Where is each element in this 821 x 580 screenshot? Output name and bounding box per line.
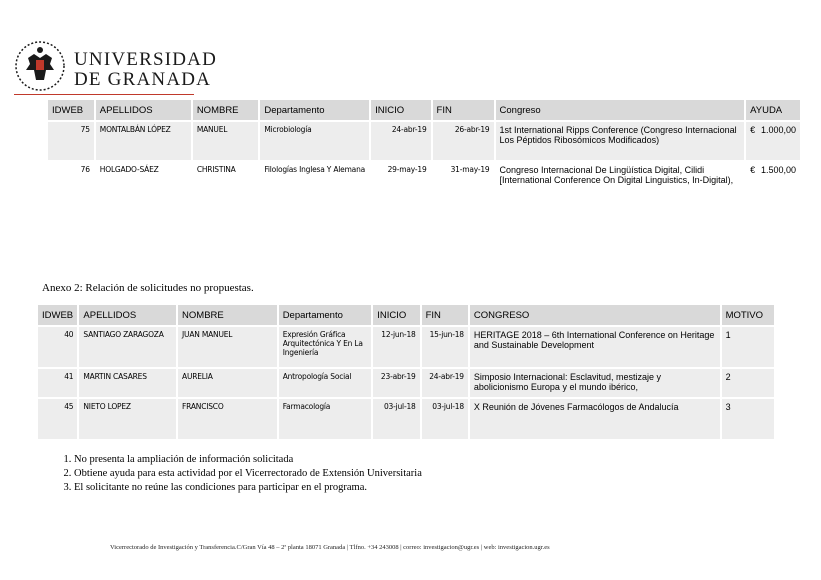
cell-congreso: HERITAGE 2018 – 6th International Conference on Heritage and Sustainable Development bbox=[470, 327, 720, 367]
header-nombre: NOMBRE bbox=[193, 100, 259, 120]
cell-idweb: 40 bbox=[38, 327, 77, 367]
header-congreso: Congreso bbox=[496, 100, 745, 120]
cell-departamento: Antropología Social bbox=[279, 369, 372, 397]
header-inicio: INICIO bbox=[373, 305, 419, 325]
table-row bbox=[38, 327, 774, 367]
cell-departamento: Microbiología bbox=[260, 122, 369, 160]
header-departamento: Departamento bbox=[260, 100, 369, 120]
cell-nombre: FRANCISCO bbox=[178, 399, 277, 439]
cell-idweb: 41 bbox=[38, 369, 77, 397]
cell-motivo: 2 bbox=[722, 369, 774, 397]
cell-inicio: 23-abr-19 bbox=[373, 369, 419, 397]
header-apellidos: APELLIDOS bbox=[96, 100, 191, 120]
cell-idweb: 45 bbox=[38, 399, 77, 439]
cell-inicio: 03-jul-18 bbox=[373, 399, 419, 439]
cell-departamento: Filologías Inglesa Y Alemana bbox=[264, 165, 366, 174]
currency-symbol: € bbox=[750, 165, 756, 175]
university-name-line1: UNIVERSIDAD bbox=[74, 49, 218, 70]
header-motivo: MOTIVO bbox=[722, 305, 774, 325]
header-fin: FIN bbox=[422, 305, 468, 325]
cell-idweb: 75 bbox=[48, 122, 94, 160]
cell-apellidos: SANTIAGO ZARAGOZA bbox=[79, 327, 176, 367]
reason-notes-list bbox=[40, 453, 422, 495]
cell-congreso: X Reunión de Jóvenes Farmacólogos de Andalucía bbox=[470, 399, 720, 439]
cell-departamento: Expresión Gráfica Arquitectónica Y En La Ingeniería bbox=[279, 327, 372, 367]
cell-apellidos: MARTIN CASARES bbox=[79, 369, 176, 397]
cell-idweb: 76 bbox=[80, 165, 90, 174]
cell-inicio: 24-abr-19 bbox=[371, 122, 430, 160]
cell-ayuda bbox=[746, 162, 800, 202]
header-nombre: NOMBRE bbox=[178, 305, 277, 325]
list-item: 1. No presenta la ampliación de información solicitada bbox=[74, 453, 422, 467]
cell-nombre: AURELIA bbox=[178, 369, 277, 397]
cell-motivo: 1 bbox=[722, 327, 774, 367]
cell-congreso: Simposio Internacional: Esclavitud, mestizaje y abolicionismo Europa y el mundo ibérico, bbox=[470, 369, 720, 397]
table-header-row bbox=[48, 100, 800, 120]
cell-apellidos: NIETO LOPEZ bbox=[79, 399, 176, 439]
university-name-line2: DE GRANADA bbox=[74, 69, 212, 90]
cell-fin: 15-jun-18 bbox=[422, 327, 468, 367]
cell-congreso: 1st International Ripps Conference (Congreso Internacional Los Péptidos Ribosómicos Modificados) bbox=[496, 122, 745, 160]
cell-fin: 31-may-19 bbox=[450, 165, 490, 174]
table-row bbox=[48, 122, 800, 160]
header-apellidos: APELLIDOS bbox=[79, 305, 176, 325]
cell-apellidos: MONTALBÁN LÓPEZ bbox=[96, 122, 191, 160]
cell-inicio: 12-jun-18 bbox=[373, 327, 419, 367]
table-header-row bbox=[38, 305, 774, 325]
cell-congreso: Congreso Internacional De Lingüística Digital, Cilidi [International Conference On Digital Linguistics, In-Digital), bbox=[499, 165, 734, 185]
annex-title: Anexo 2: Relación de solicitudes no propuestas. bbox=[42, 282, 254, 294]
cell-fin: 26-abr-19 bbox=[433, 122, 494, 160]
page-footer: Vicerrectorado de Investigación y Transferencia.C/Gran Vía 48 – 2ª planta 18071 Granada | Tlfno. +34 243008 | correo: investigacion@ugr.es | web: investigacion.ugr.es bbox=[110, 544, 550, 551]
table-row bbox=[38, 369, 774, 397]
cell-nombre: JUAN MANUEL bbox=[178, 327, 277, 367]
list-item: 3. El solicitante no reúne las condiciones para participar en el programa. bbox=[74, 481, 422, 495]
university-crest-icon bbox=[14, 40, 66, 97]
rejected-requests-table bbox=[36, 303, 776, 441]
header-congreso: CONGRESO bbox=[470, 305, 720, 325]
table-row bbox=[48, 162, 800, 202]
cell-fin: 24-abr-19 bbox=[422, 369, 468, 397]
cell-nombre: MANUEL bbox=[193, 122, 259, 160]
table-row bbox=[38, 399, 774, 439]
header-idweb: IDWEB bbox=[38, 305, 77, 325]
header-departamento: Departamento bbox=[279, 305, 372, 325]
amount: 1.000,00 bbox=[760, 125, 796, 135]
cell-motivo: 3 bbox=[722, 399, 774, 439]
cell-ayuda bbox=[746, 122, 800, 160]
approved-requests-table bbox=[46, 98, 802, 204]
cell-fin: 03-jul-18 bbox=[422, 399, 468, 439]
cell-departamento: Farmacología bbox=[279, 399, 372, 439]
amount: 1.500,00 bbox=[760, 165, 796, 175]
header-fin: FIN bbox=[433, 100, 494, 120]
cell-inicio: 29-may-19 bbox=[387, 165, 427, 174]
cell-apellidos: HOLGADO-SÁEZ bbox=[99, 165, 159, 174]
currency-symbol: € bbox=[750, 125, 756, 135]
list-item: 2. Obtiene ayuda para esta actividad por el Vicerrectorado de Extensión Universitaria bbox=[74, 467, 422, 481]
university-name bbox=[74, 50, 217, 90]
logo-divider bbox=[14, 94, 194, 95]
header-inicio: INICIO bbox=[371, 100, 430, 120]
header-idweb: IDWEB bbox=[48, 100, 94, 120]
cell-nombre: CHRISTINA bbox=[196, 165, 236, 174]
header-ayuda: AYUDA bbox=[746, 100, 800, 120]
